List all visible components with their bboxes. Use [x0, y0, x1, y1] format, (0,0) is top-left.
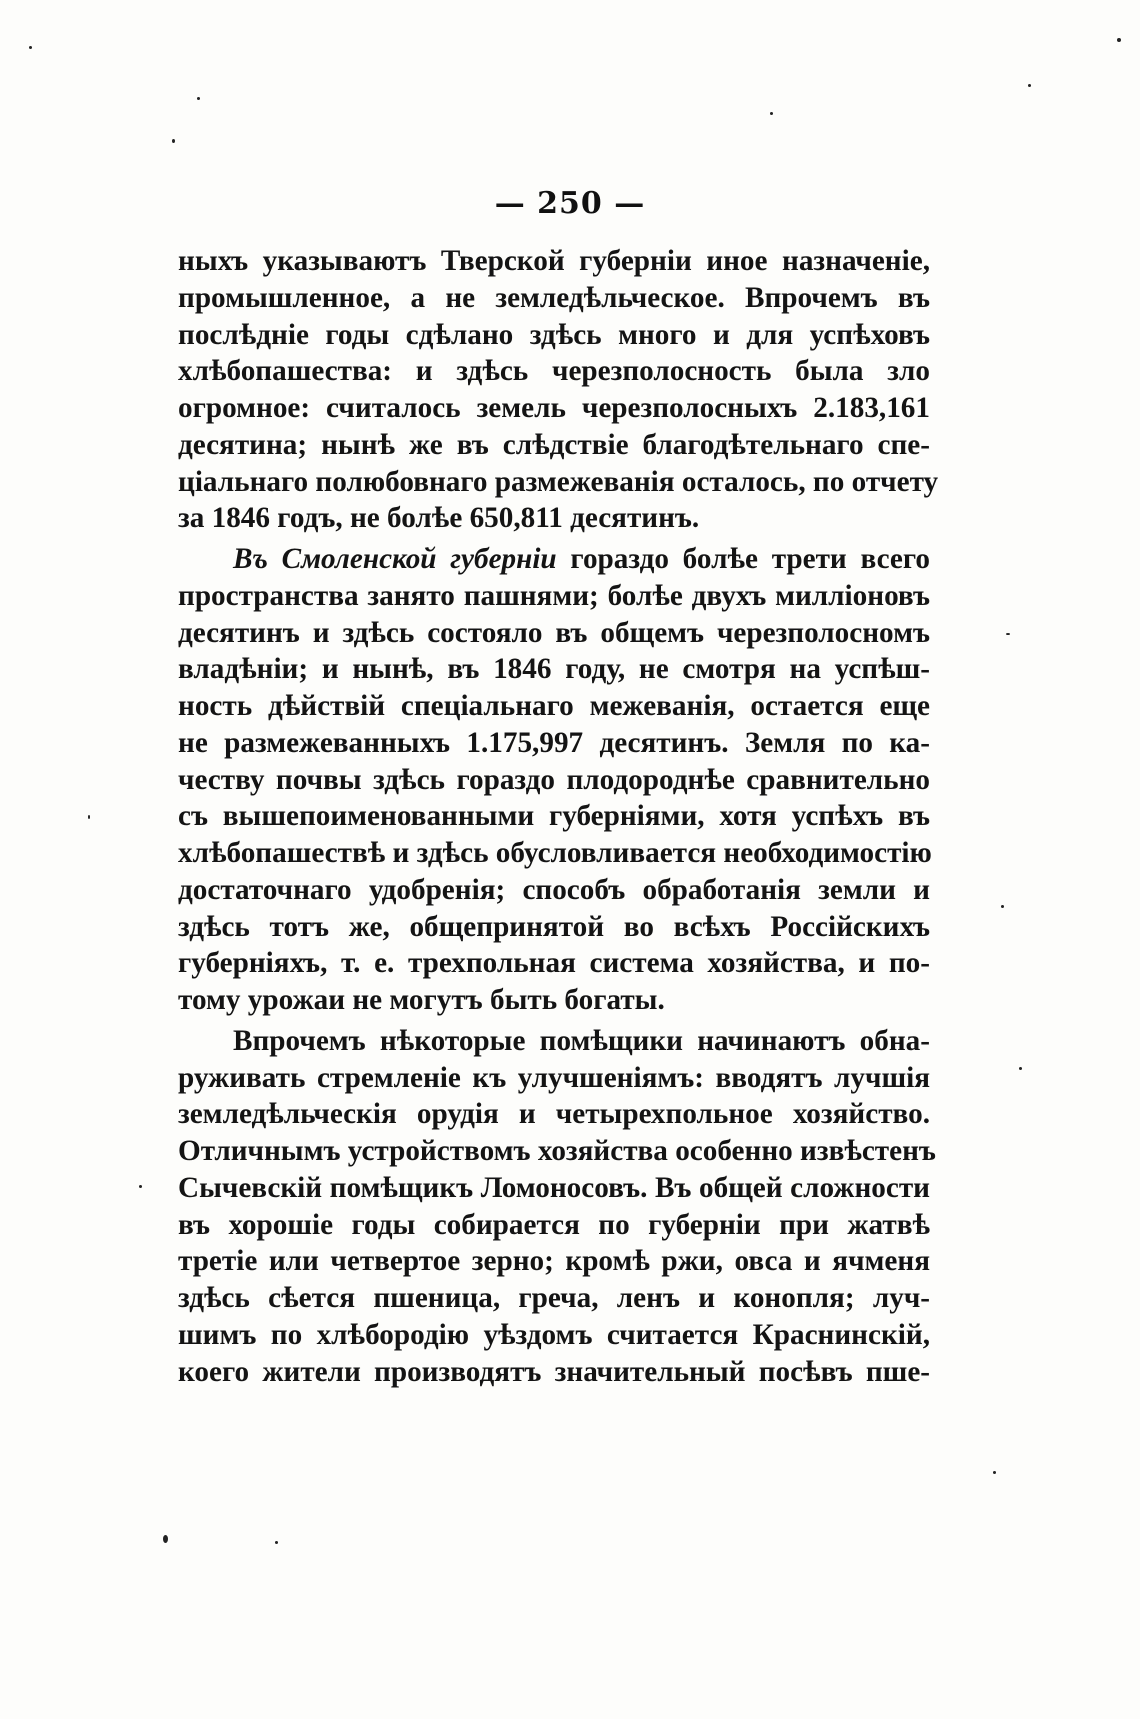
text-line: шимъ по хлѣбородію уѣздомъ считается Краснинскій, — [178, 1318, 930, 1351]
text-line: достаточнаго удобренія; способъ обработанія земли и — [178, 873, 930, 906]
scan-speck — [993, 1471, 996, 1474]
text-line: десятинъ и здѣсь состояло въ общемъ черезполосномъ — [178, 616, 930, 649]
scan-speck — [275, 1541, 278, 1544]
scan-speck — [172, 139, 175, 143]
scan-speck — [139, 1185, 142, 1188]
paragraph-1 — [178, 243, 939, 537]
paragraph-3 — [178, 1023, 936, 1391]
scan-speck — [1028, 84, 1031, 87]
text-line: ціальнаго полюбовнаго размежеванія осталось, по отчету — [178, 465, 939, 498]
scan-speck — [88, 815, 90, 819]
text-line: промышленное, а не земледѣльческое. Впрочемъ въ — [178, 281, 930, 314]
italic-lead: Въ Смоленской губерніи — [233, 543, 557, 575]
text-line: губерніяхъ, т. е. трехпольная система хозяйства, и по- — [178, 947, 930, 980]
text-line: хлѣбопашествѣ и здѣсь обусловливается необходимостію — [178, 837, 932, 869]
text-line: ность дѣйствій спеціальнаго межеванія, остается еще — [178, 690, 930, 722]
text-line-with-italic-lead — [178, 541, 930, 578]
text-line: третіе или четвертое зерно; кромѣ ржи, овса и ячменя — [178, 1245, 930, 1278]
scan-speck — [1019, 1067, 1022, 1070]
text-line: не размежеванныхъ 1.175,997 десятинъ. Земля по ка- — [178, 726, 930, 759]
scan-speck — [1001, 905, 1004, 908]
text-line: здѣсь сѣется пшеница, греча, ленъ и конопля; луч- — [178, 1282, 930, 1314]
scan-speck — [163, 1535, 168, 1543]
text-line: Отличнымъ устройствомъ хозяйства особенно извѣстенъ — [178, 1135, 936, 1167]
text-line: огромное: считалось земель черезполосныхъ 2.183,161 — [178, 392, 930, 424]
text-line: за 1846 годъ, не болѣе 650,811 десятинъ. — [178, 502, 700, 535]
text-line: въ хорошіе годы собирается по губерніи при жатвѣ — [178, 1208, 930, 1241]
scan-speck — [770, 112, 773, 115]
scan-speck — [197, 97, 200, 100]
text-line: тому урожаи не могутъ быть богаты. — [178, 984, 665, 1016]
text-line: коего жители производятъ значительный посѣвъ пше- — [178, 1355, 930, 1388]
text-line-rest: гораздо болѣе трети всего — [556, 543, 930, 575]
text-line: хлѣбопашества: и здѣсь черезполосность была зло — [178, 355, 930, 388]
scan-speck — [1006, 633, 1010, 635]
text-line: ныхъ указываютъ Тверской губерніи иное назначеніе, — [178, 245, 930, 277]
text-line: здѣсь тотъ же, общепринятой во всѣхъ Россійскихъ — [178, 910, 930, 943]
text-line: владѣніи; и нынѣ, въ 1846 году, не смотря на успѣш- — [178, 653, 930, 686]
paragraph-2 — [178, 541, 930, 1019]
text-line: земледѣльческія орудія и четырехпольное хозяйство. — [178, 1098, 930, 1131]
scan-speck — [29, 46, 32, 49]
text-line: съ вышепоименованными губерніями, хотя успѣхъ въ — [178, 800, 930, 833]
text-line: десятина; нынѣ же въ слѣдствіе благодѣтельнаго спе- — [178, 428, 930, 461]
page-number: — 250 — — [494, 186, 646, 221]
text-line: руживать стремленіе къ улучшеніямъ: вводятъ лучшія — [178, 1061, 930, 1094]
text-line: послѣдніе годы сдѣлано здѣсь много и для успѣховъ — [178, 318, 930, 351]
text-line: Впрочемъ нѣкоторые помѣщики начинаютъ обна- — [233, 1024, 930, 1057]
text-line: Сычевскій помѣщикъ Ломоносовъ. Въ общей сложности — [178, 1171, 930, 1204]
text-line: честву почвы здѣсь гораздо плодороднѣе сравнительно — [178, 763, 930, 796]
body-text — [178, 243, 939, 1390]
text-line: пространства занято пашнями; болѣе двухъ милліоновъ — [178, 579, 930, 612]
scan-speck — [1117, 38, 1121, 42]
